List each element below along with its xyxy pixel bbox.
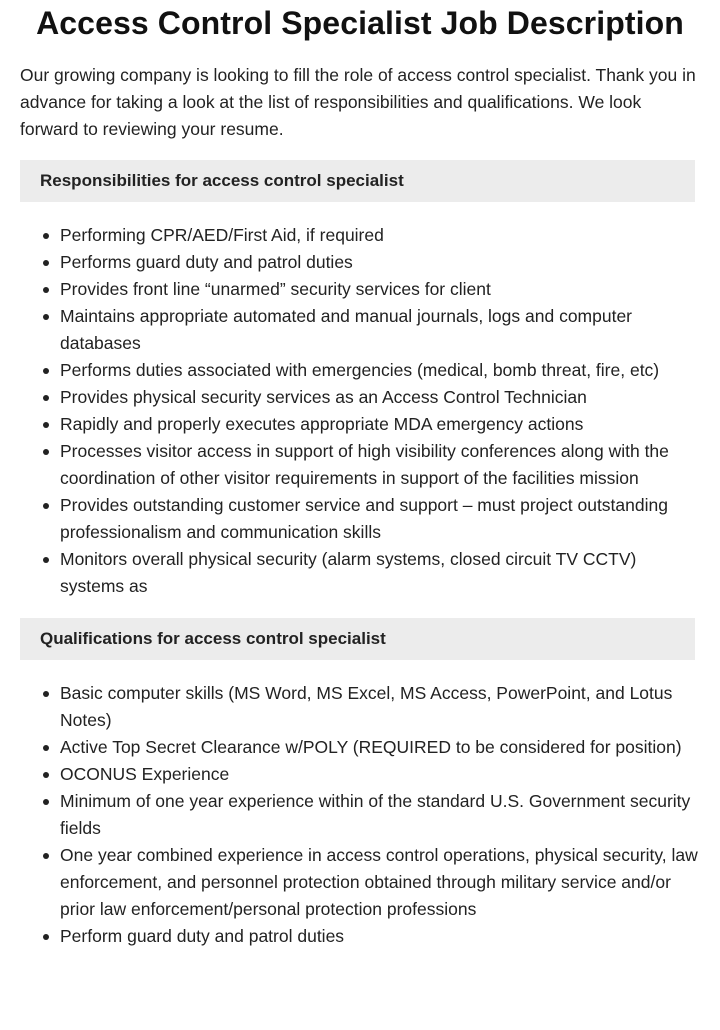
- list-item: Minimum of one year experience within of the standard U.S. Government security fields: [60, 788, 700, 842]
- list-item: Provides physical security services as an Access Control Technician: [60, 384, 700, 411]
- list-item: Maintains appropriate automated and manual journals, logs and computer databases: [60, 303, 700, 357]
- list-item: Performs duties associated with emergencies (medical, bomb threat, fire, etc): [60, 357, 700, 384]
- list-item: Monitors overall physical security (alarm systems, closed circuit TV CCTV) systems as: [60, 546, 700, 600]
- list-item: Processes visitor access in support of high visibility conferences along with the coordination of other visitor requirements in support of the facilities mission: [60, 438, 700, 492]
- responsibilities-heading: Responsibilities for access control specialist: [20, 160, 695, 202]
- list-item: Provides front line “unarmed” security services for client: [60, 276, 700, 303]
- list-item: Performs guard duty and patrol duties: [60, 249, 700, 276]
- list-item: Active Top Secret Clearance w/POLY (REQUIRED to be considered for position): [60, 734, 700, 761]
- list-item: Performing CPR/AED/First Aid, if required: [60, 222, 700, 249]
- qualifications-heading: Qualifications for access control specialist: [20, 618, 695, 660]
- list-item: Provides outstanding customer service and support – must project outstanding professionalism and communication skills: [60, 492, 700, 546]
- page-title: Access Control Specialist Job Description: [36, 5, 684, 41]
- intro-paragraph: Our growing company is looking to fill the role of access control specialist. Thank you in advance for taking a look at the list of responsibilities and qualifications. We look forward to reviewing your resume.: [20, 65, 696, 139]
- qualifications-list: [20, 680, 700, 950]
- list-item: Perform guard duty and patrol duties: [60, 923, 700, 950]
- responsibilities-list: [20, 222, 700, 600]
- list-item: OCONUS Experience: [60, 761, 700, 788]
- list-item: Basic computer skills (MS Word, MS Excel, MS Access, PowerPoint, and Lotus Notes): [60, 680, 700, 734]
- list-item: Rapidly and properly executes appropriate MDA emergency actions: [60, 411, 700, 438]
- list-item: One year combined experience in access control operations, physical security, law enforcement, and personnel protection obtained through military service and/or prior law enforcement/personal protection professions: [60, 842, 700, 923]
